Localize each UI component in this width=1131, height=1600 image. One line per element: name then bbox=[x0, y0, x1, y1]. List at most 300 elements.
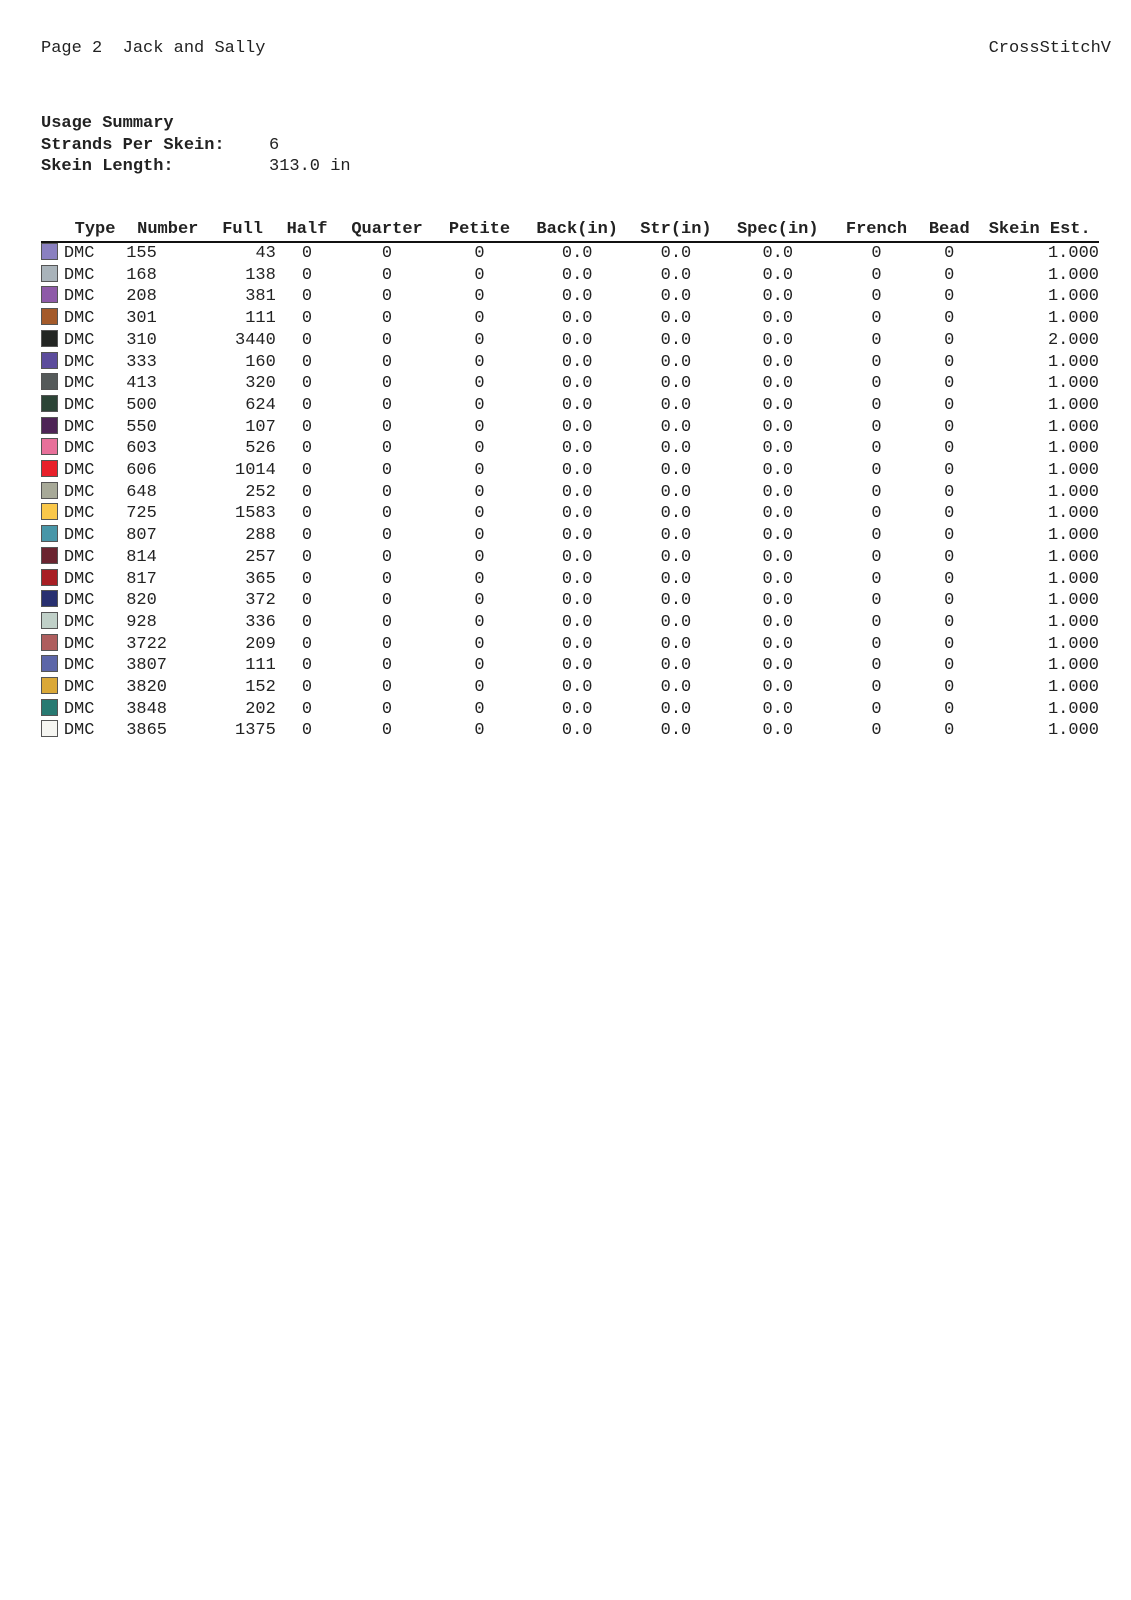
thread-type: DMC bbox=[63, 374, 95, 394]
table-row bbox=[41, 482, 1099, 504]
french-count: 0 bbox=[871, 330, 882, 350]
color-swatch bbox=[41, 286, 58, 303]
table-row bbox=[41, 265, 1099, 287]
petite-count: 0 bbox=[474, 352, 485, 372]
half-count: 0 bbox=[301, 699, 313, 719]
table-row bbox=[41, 286, 1099, 308]
half-count: 0 bbox=[301, 395, 313, 415]
bead-count: 0 bbox=[944, 395, 955, 415]
color-swatch bbox=[41, 373, 58, 390]
back-length: 0.0 bbox=[561, 721, 593, 741]
swatch-cell bbox=[41, 634, 64, 656]
french-count: 0 bbox=[871, 721, 882, 741]
back-length: 0.0 bbox=[561, 612, 593, 632]
quarter-count: 0 bbox=[381, 461, 393, 481]
spec-length: 0.0 bbox=[762, 591, 794, 611]
petite-count: 0 bbox=[474, 330, 485, 350]
full-count: 624 bbox=[245, 395, 276, 415]
petite-count: 0 bbox=[474, 461, 485, 481]
bead-count: 0 bbox=[944, 417, 955, 437]
back-length: 0.0 bbox=[561, 699, 593, 719]
color-swatch bbox=[41, 438, 58, 455]
table-row bbox=[41, 373, 1099, 395]
petite-count: 0 bbox=[474, 309, 485, 329]
column-header: French bbox=[835, 219, 918, 242]
spec-length: 0.0 bbox=[762, 482, 794, 502]
full-count: 257 bbox=[245, 547, 276, 567]
column-header: Petite bbox=[436, 219, 523, 242]
swatch-cell bbox=[41, 286, 64, 308]
half-count: 0 bbox=[301, 265, 313, 285]
strands-label: Strands Per Skein: bbox=[41, 135, 225, 155]
french-count: 0 bbox=[871, 374, 882, 394]
thread-type: DMC bbox=[63, 482, 95, 502]
str-length: 0.0 bbox=[660, 591, 692, 611]
full-count: 1583 bbox=[235, 504, 276, 524]
thread-number: 310 bbox=[126, 330, 157, 350]
str-length: 0.0 bbox=[660, 439, 692, 459]
color-swatch bbox=[41, 503, 58, 520]
quarter-count: 0 bbox=[381, 395, 393, 415]
french-count: 0 bbox=[871, 352, 882, 372]
half-count: 0 bbox=[301, 439, 313, 459]
table-row bbox=[41, 677, 1099, 699]
bead-count: 0 bbox=[944, 352, 955, 372]
petite-count: 0 bbox=[474, 395, 485, 415]
french-count: 0 bbox=[871, 612, 882, 632]
spec-length: 0.0 bbox=[762, 461, 794, 481]
str-length: 0.0 bbox=[660, 374, 692, 394]
half-count: 0 bbox=[301, 547, 313, 567]
quarter-count: 0 bbox=[381, 374, 393, 394]
skein-estimate: 1.000 bbox=[1047, 352, 1099, 372]
quarter-count: 0 bbox=[381, 547, 393, 567]
color-swatch bbox=[41, 699, 58, 716]
thread-type: DMC bbox=[63, 287, 95, 307]
thread-type: DMC bbox=[63, 634, 95, 654]
spec-length: 0.0 bbox=[762, 634, 794, 654]
quarter-count: 0 bbox=[381, 309, 393, 329]
back-length: 0.0 bbox=[561, 439, 593, 459]
full-count: 365 bbox=[245, 569, 276, 589]
str-length: 0.0 bbox=[660, 504, 692, 524]
skein-estimate: 1.000 bbox=[1047, 504, 1099, 524]
color-swatch bbox=[41, 590, 58, 607]
petite-count: 0 bbox=[474, 417, 485, 437]
column-header: Bead bbox=[918, 219, 980, 242]
str-length: 0.0 bbox=[660, 244, 692, 263]
thread-number: 155 bbox=[126, 244, 157, 263]
swatch-cell bbox=[41, 373, 64, 395]
thread-number: 3722 bbox=[126, 634, 168, 654]
str-length: 0.0 bbox=[660, 569, 692, 589]
quarter-count: 0 bbox=[381, 526, 393, 546]
thread-type: DMC bbox=[63, 547, 95, 567]
color-swatch bbox=[41, 720, 58, 737]
thread-number: 500 bbox=[126, 395, 157, 415]
petite-count: 0 bbox=[474, 612, 485, 632]
full-count: 138 bbox=[245, 265, 276, 285]
full-count: 1014 bbox=[235, 461, 276, 481]
full-count: 252 bbox=[245, 482, 276, 502]
french-count: 0 bbox=[871, 461, 882, 481]
bead-count: 0 bbox=[944, 244, 955, 263]
str-length: 0.0 bbox=[660, 634, 692, 654]
petite-count: 0 bbox=[474, 591, 485, 611]
petite-count: 0 bbox=[474, 526, 485, 546]
color-swatch bbox=[41, 265, 58, 282]
thread-number: 807 bbox=[126, 526, 157, 546]
back-length: 0.0 bbox=[561, 482, 593, 502]
spec-length: 0.0 bbox=[762, 547, 794, 567]
skein-estimate: 1.000 bbox=[1047, 265, 1099, 285]
bead-count: 0 bbox=[944, 287, 955, 307]
color-swatch bbox=[41, 569, 58, 586]
color-swatch bbox=[41, 634, 58, 651]
swatch-cell bbox=[41, 417, 64, 439]
thread-type: DMC bbox=[63, 309, 95, 329]
quarter-count: 0 bbox=[381, 504, 393, 524]
column-header: Str(in) bbox=[631, 219, 720, 242]
spec-length: 0.0 bbox=[762, 330, 794, 350]
half-count: 0 bbox=[301, 374, 313, 394]
swatch-cell bbox=[41, 242, 64, 265]
color-swatch bbox=[41, 482, 58, 499]
str-length: 0.0 bbox=[660, 547, 692, 567]
skein-estimate: 1.000 bbox=[1047, 699, 1099, 719]
thread-type: DMC bbox=[63, 504, 95, 524]
french-count: 0 bbox=[871, 417, 882, 437]
bead-count: 0 bbox=[944, 439, 955, 459]
back-length: 0.0 bbox=[561, 526, 593, 546]
half-count: 0 bbox=[301, 569, 313, 589]
swatch-cell bbox=[41, 330, 64, 352]
skein-estimate: 1.000 bbox=[1047, 374, 1099, 394]
bead-count: 0 bbox=[944, 374, 955, 394]
quarter-count: 0 bbox=[381, 287, 393, 307]
thread-number: 820 bbox=[126, 591, 157, 611]
bead-count: 0 bbox=[944, 461, 955, 481]
full-count: 1375 bbox=[235, 721, 276, 741]
table-row bbox=[41, 330, 1099, 352]
full-count: 107 bbox=[245, 417, 276, 437]
thread-type: DMC bbox=[63, 330, 95, 350]
spec-length: 0.0 bbox=[762, 612, 794, 632]
table-row bbox=[41, 438, 1099, 460]
half-count: 0 bbox=[301, 244, 313, 263]
full-count: 160 bbox=[245, 352, 276, 372]
quarter-count: 0 bbox=[381, 678, 393, 698]
thread-number: 648 bbox=[126, 482, 157, 502]
back-length: 0.0 bbox=[561, 547, 593, 567]
swatch-cell bbox=[41, 677, 64, 699]
swatch-cell bbox=[41, 720, 64, 742]
skein-estimate: 1.000 bbox=[1047, 244, 1099, 263]
thread-number: 606 bbox=[126, 461, 157, 481]
swatch-cell bbox=[41, 547, 64, 569]
thread-number: 413 bbox=[126, 374, 157, 394]
french-count: 0 bbox=[871, 482, 882, 502]
spec-length: 0.0 bbox=[762, 395, 794, 415]
swatch-cell bbox=[41, 438, 64, 460]
french-count: 0 bbox=[871, 287, 882, 307]
table-row bbox=[41, 352, 1099, 374]
spec-length: 0.0 bbox=[762, 309, 794, 329]
quarter-count: 0 bbox=[381, 439, 393, 459]
str-length: 0.0 bbox=[660, 395, 692, 415]
thread-number: 168 bbox=[126, 265, 157, 285]
thread-type: DMC bbox=[63, 417, 95, 437]
table-row bbox=[41, 503, 1099, 525]
quarter-count: 0 bbox=[381, 634, 393, 654]
full-count: 111 bbox=[245, 656, 276, 676]
thread-number: 333 bbox=[126, 352, 157, 372]
petite-count: 0 bbox=[474, 265, 485, 285]
table-row bbox=[41, 395, 1099, 417]
back-length: 0.0 bbox=[561, 678, 593, 698]
color-swatch bbox=[41, 655, 58, 672]
str-length: 0.0 bbox=[660, 699, 692, 719]
str-length: 0.0 bbox=[660, 721, 692, 741]
french-count: 0 bbox=[871, 244, 882, 263]
swatch-cell bbox=[41, 503, 64, 525]
table-row bbox=[41, 720, 1099, 742]
back-length: 0.0 bbox=[561, 461, 593, 481]
half-count: 0 bbox=[301, 634, 313, 654]
thread-number: 3807 bbox=[126, 656, 168, 676]
back-length: 0.0 bbox=[561, 309, 593, 329]
petite-count: 0 bbox=[474, 547, 485, 567]
petite-count: 0 bbox=[474, 569, 485, 589]
back-length: 0.0 bbox=[561, 330, 593, 350]
thread-type: DMC bbox=[63, 244, 95, 263]
french-count: 0 bbox=[871, 591, 882, 611]
back-length: 0.0 bbox=[561, 395, 593, 415]
french-count: 0 bbox=[871, 656, 882, 676]
swatch-cell bbox=[41, 308, 64, 330]
skein-estimate: 1.000 bbox=[1047, 287, 1099, 307]
petite-count: 0 bbox=[474, 678, 485, 698]
swatch-cell bbox=[41, 612, 64, 634]
strands-value: 6 bbox=[269, 135, 280, 155]
petite-count: 0 bbox=[474, 374, 485, 394]
str-length: 0.0 bbox=[660, 678, 692, 698]
thread-type: DMC bbox=[63, 569, 95, 589]
full-count: 320 bbox=[245, 374, 276, 394]
petite-count: 0 bbox=[474, 656, 485, 676]
str-length: 0.0 bbox=[660, 526, 692, 546]
bead-count: 0 bbox=[944, 526, 955, 546]
header-swatch bbox=[41, 219, 64, 242]
quarter-count: 0 bbox=[381, 699, 393, 719]
column-header: Quarter bbox=[338, 219, 436, 242]
table-row bbox=[41, 634, 1099, 656]
quarter-count: 0 bbox=[381, 569, 393, 589]
bead-count: 0 bbox=[944, 591, 955, 611]
color-swatch bbox=[41, 612, 58, 629]
str-length: 0.0 bbox=[660, 352, 692, 372]
half-count: 0 bbox=[301, 330, 313, 350]
full-count: 381 bbox=[245, 287, 276, 307]
full-count: 3440 bbox=[235, 330, 276, 350]
back-length: 0.0 bbox=[561, 265, 593, 285]
full-count: 43 bbox=[255, 244, 276, 263]
spec-length: 0.0 bbox=[762, 699, 794, 719]
bead-count: 0 bbox=[944, 569, 955, 589]
thread-type: DMC bbox=[63, 612, 95, 632]
thread-type: DMC bbox=[63, 656, 95, 676]
table-row bbox=[41, 242, 1099, 265]
thread-type: DMC bbox=[63, 591, 95, 611]
thread-number: 817 bbox=[126, 569, 157, 589]
french-count: 0 bbox=[871, 439, 882, 459]
column-header: Type bbox=[64, 219, 126, 242]
quarter-count: 0 bbox=[381, 330, 393, 350]
bead-count: 0 bbox=[944, 678, 955, 698]
skein-estimate: 1.000 bbox=[1047, 634, 1099, 654]
thread-number: 301 bbox=[126, 309, 157, 329]
column-header: Number bbox=[126, 219, 209, 242]
full-count: 336 bbox=[245, 612, 276, 632]
usage-table bbox=[41, 219, 1099, 742]
petite-count: 0 bbox=[474, 699, 485, 719]
half-count: 0 bbox=[301, 309, 313, 329]
skein-estimate: 1.000 bbox=[1047, 656, 1099, 676]
full-count: 152 bbox=[245, 678, 276, 698]
thread-number: 928 bbox=[126, 612, 157, 632]
half-count: 0 bbox=[301, 461, 313, 481]
french-count: 0 bbox=[871, 634, 882, 654]
quarter-count: 0 bbox=[381, 482, 393, 502]
skein-estimate: 1.000 bbox=[1047, 395, 1099, 415]
swatch-cell bbox=[41, 569, 64, 591]
table-row bbox=[41, 569, 1099, 591]
spec-length: 0.0 bbox=[762, 504, 794, 524]
swatch-cell bbox=[41, 460, 64, 482]
color-swatch bbox=[41, 243, 58, 260]
swatch-cell bbox=[41, 352, 64, 374]
color-swatch bbox=[41, 525, 58, 542]
skein-estimate: 1.000 bbox=[1047, 721, 1099, 741]
color-swatch bbox=[41, 460, 58, 477]
half-count: 0 bbox=[301, 656, 313, 676]
skein-estimate: 1.000 bbox=[1047, 526, 1099, 546]
table-row bbox=[41, 655, 1099, 677]
column-header: Back(in) bbox=[523, 219, 631, 242]
french-count: 0 bbox=[871, 395, 882, 415]
petite-count: 0 bbox=[474, 244, 485, 263]
back-length: 0.0 bbox=[561, 504, 593, 524]
swatch-cell bbox=[41, 655, 64, 677]
skein-estimate: 1.000 bbox=[1047, 439, 1099, 459]
full-count: 202 bbox=[245, 699, 276, 719]
str-length: 0.0 bbox=[660, 309, 692, 329]
page-header-left bbox=[41, 39, 265, 58]
petite-count: 0 bbox=[474, 504, 485, 524]
petite-count: 0 bbox=[474, 439, 485, 459]
quarter-count: 0 bbox=[381, 721, 393, 741]
summary-heading: Usage Summary bbox=[41, 114, 174, 133]
skein-estimate: 1.000 bbox=[1047, 547, 1099, 567]
column-header: Skein Est. bbox=[980, 219, 1099, 242]
bead-count: 0 bbox=[944, 656, 955, 676]
petite-count: 0 bbox=[474, 721, 485, 741]
back-length: 0.0 bbox=[561, 417, 593, 437]
table-row bbox=[41, 308, 1099, 330]
half-count: 0 bbox=[301, 591, 313, 611]
swatch-cell bbox=[41, 482, 64, 504]
column-header: Full bbox=[209, 219, 276, 242]
thread-type: DMC bbox=[63, 395, 95, 415]
half-count: 0 bbox=[301, 526, 313, 546]
color-swatch bbox=[41, 308, 58, 325]
petite-count: 0 bbox=[474, 287, 485, 307]
half-count: 0 bbox=[301, 352, 313, 372]
skein-length-value: 313.0 in bbox=[269, 157, 351, 176]
column-header: Spec(in) bbox=[721, 219, 835, 242]
quarter-count: 0 bbox=[381, 352, 393, 372]
french-count: 0 bbox=[871, 699, 882, 719]
half-count: 0 bbox=[301, 504, 313, 524]
back-length: 0.0 bbox=[561, 656, 593, 676]
french-count: 0 bbox=[871, 265, 882, 285]
thread-type: DMC bbox=[63, 699, 95, 719]
thread-number: 3865 bbox=[126, 721, 168, 741]
bead-count: 0 bbox=[944, 634, 955, 654]
quarter-count: 0 bbox=[381, 591, 393, 611]
back-length: 0.0 bbox=[561, 591, 593, 611]
bead-count: 0 bbox=[944, 330, 955, 350]
thread-type: DMC bbox=[63, 678, 95, 698]
spec-length: 0.0 bbox=[762, 656, 794, 676]
spec-length: 0.0 bbox=[762, 417, 794, 437]
spec-length: 0.0 bbox=[762, 678, 794, 698]
half-count: 0 bbox=[301, 612, 313, 632]
back-length: 0.0 bbox=[561, 287, 593, 307]
thread-number: 3820 bbox=[126, 678, 168, 698]
half-count: 0 bbox=[301, 482, 313, 502]
page-number: Page 2 bbox=[41, 39, 103, 58]
spec-length: 0.0 bbox=[762, 265, 794, 285]
table-header-row bbox=[41, 219, 1099, 242]
color-swatch bbox=[41, 677, 58, 694]
skein-estimate: 1.000 bbox=[1047, 482, 1099, 502]
french-count: 0 bbox=[871, 504, 882, 524]
column-header: Half bbox=[276, 219, 338, 242]
spec-length: 0.0 bbox=[762, 244, 794, 263]
full-count: 111 bbox=[245, 309, 276, 329]
skein-estimate: 1.000 bbox=[1047, 591, 1099, 611]
petite-count: 0 bbox=[474, 482, 485, 502]
thread-type: DMC bbox=[63, 721, 95, 741]
bead-count: 0 bbox=[944, 721, 955, 741]
table-row bbox=[41, 525, 1099, 547]
str-length: 0.0 bbox=[660, 656, 692, 676]
spec-length: 0.0 bbox=[762, 526, 794, 546]
half-count: 0 bbox=[301, 721, 313, 741]
spec-length: 0.0 bbox=[762, 569, 794, 589]
bead-count: 0 bbox=[944, 547, 955, 567]
skein-estimate: 1.000 bbox=[1047, 678, 1099, 698]
color-swatch bbox=[41, 395, 58, 412]
thread-number: 814 bbox=[126, 547, 157, 567]
thread-number: 550 bbox=[126, 417, 157, 437]
quarter-count: 0 bbox=[381, 265, 393, 285]
str-length: 0.0 bbox=[660, 612, 692, 632]
color-swatch bbox=[41, 330, 58, 347]
bead-count: 0 bbox=[944, 699, 955, 719]
thread-type: DMC bbox=[63, 265, 95, 285]
